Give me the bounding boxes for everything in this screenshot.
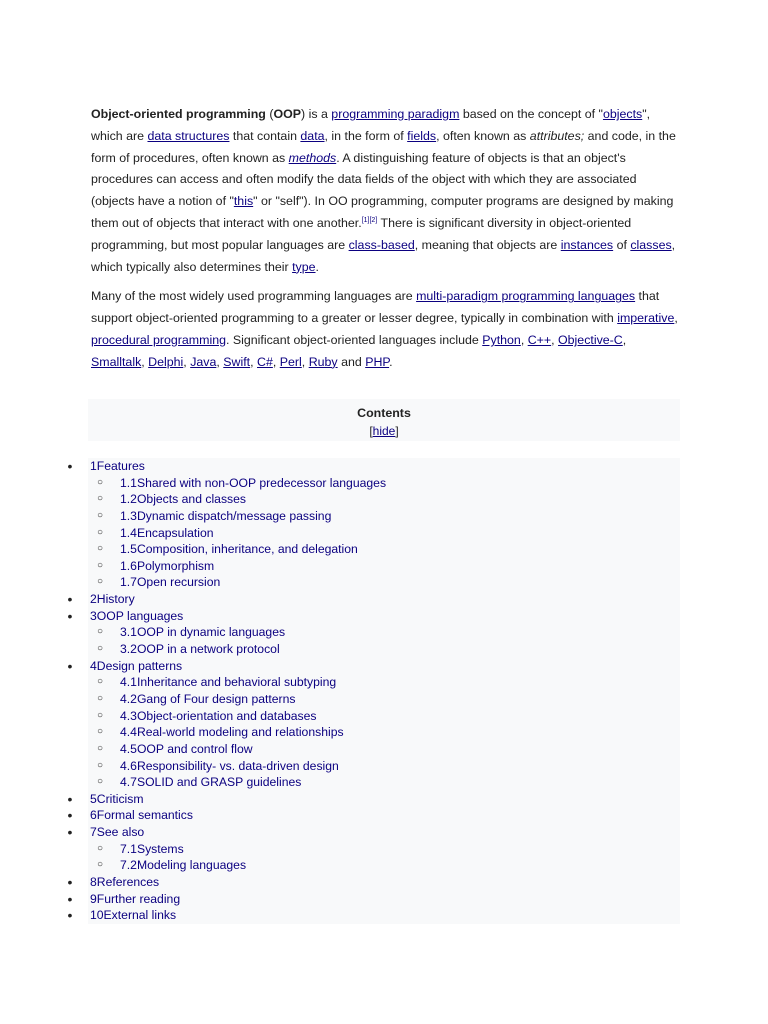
toc-link-oop-languages[interactable]: 3OOP languages [90, 608, 184, 623]
languages-paragraph: Many of the most widely used programming languages are multi-paradigm programming languages that support object-oriented programming to a greater or lesser degree, typically in combination with imperative, procedural programming. Significant object-oriented languages include Python, C++, Objective-C, Smalltalk, Delphi, Java, Swift, C#, Perl, Ruby and PHP. [91, 289, 678, 369]
toc-item [0, 824, 768, 874]
link-classes[interactable]: classes [630, 237, 672, 252]
toc-link-responsibility-vs-data-driven-design[interactable]: 4.6Responsibility- vs. data-driven design [120, 758, 339, 773]
hollow-circle-bullet-icon: ○ [96, 559, 104, 571]
toc-link-references[interactable]: 8References [90, 875, 160, 890]
toc-subitem [0, 641, 768, 658]
link-lang-cpp[interactable]: C++ [527, 332, 552, 347]
link-objects[interactable]: objects [602, 107, 643, 121]
toc-link-gang-of-four-design-patterns[interactable]: 4.2Gang of Four design patterns [120, 691, 296, 706]
toc-subitem [0, 508, 768, 525]
link-imperative[interactable]: imperative [617, 311, 675, 326]
toc-title: Contents [357, 406, 411, 420]
toc-link-open-recursion[interactable]: 1.7Open recursion [120, 575, 221, 590]
toc-header [88, 399, 680, 441]
link-lang-perl[interactable]: Perl [279, 354, 302, 369]
toc-link-polymorphism[interactable]: 1.6Polymorphism [120, 558, 215, 573]
toc-sublist [0, 841, 768, 874]
toc-subitem [0, 558, 768, 575]
toc-subitem [0, 525, 768, 542]
hollow-circle-bullet-icon: ○ [96, 476, 104, 488]
hollow-circle-bullet-icon: ○ [96, 626, 104, 638]
link-procedural-programming[interactable]: procedural programming [91, 332, 226, 347]
hollow-circle-bullet-icon: ○ [96, 692, 104, 704]
link-lang-java[interactable]: Java [190, 354, 217, 369]
toc-item [0, 874, 768, 891]
link-lang-ruby[interactable]: Ruby [308, 354, 338, 369]
link-lang-smalltalk[interactable]: Smalltalk [91, 354, 142, 369]
toc-link-real-world-modeling-and-relationships[interactable]: 4.4Real-world modeling and relationships [120, 725, 344, 740]
toc-subitem [0, 741, 768, 758]
toc-link-further-reading[interactable]: 9Further reading [90, 891, 181, 906]
toc-sublist [0, 475, 768, 591]
disc-bullet-icon: • [67, 874, 73, 891]
toc-list [0, 458, 768, 924]
disc-bullet-icon: • [67, 607, 73, 624]
toc-link-object-orientation-and-databases[interactable]: 4.3Object-orientation and databases [120, 708, 317, 723]
disc-bullet-icon: • [67, 890, 73, 907]
toc-link-modeling-languages[interactable]: 7.2Modeling languages [120, 858, 247, 873]
toc-sublist [0, 624, 768, 657]
toc-item [0, 591, 768, 608]
hollow-circle-bullet-icon: ○ [96, 509, 104, 521]
hollow-circle-bullet-icon: ○ [96, 576, 104, 588]
link-lang-delphi[interactable]: Delphi [148, 354, 184, 369]
toc-subitem [0, 475, 768, 492]
toc-subitem [0, 724, 768, 741]
toc-subitem [0, 491, 768, 508]
hollow-circle-bullet-icon: ○ [96, 643, 104, 655]
hollow-circle-bullet-icon: ○ [96, 842, 104, 854]
link-lang-python[interactable]: Python [482, 332, 521, 347]
toc-link-encapsulation[interactable]: 1.4Encapsulation [120, 525, 214, 540]
toc-subitem [0, 857, 768, 874]
toc-subitem [0, 574, 768, 591]
hollow-circle-bullet-icon: ○ [96, 676, 104, 688]
toc-link-oop-and-control-flow[interactable]: 4.5OOP and control flow [120, 741, 253, 756]
article-body [91, 104, 683, 382]
disc-bullet-icon: • [67, 591, 73, 608]
toc-link-systems[interactable]: 7.1Systems [120, 841, 184, 856]
toc-link-criticism[interactable]: 5Criticism [90, 791, 144, 806]
hollow-circle-bullet-icon: ○ [96, 493, 104, 505]
link-fields[interactable]: fields [407, 128, 437, 143]
toc-item [0, 658, 768, 791]
toc-sublist [0, 674, 768, 790]
toc-link-solid-and-grasp-guidelines[interactable]: 4.7SOLID and GRASP guidelines [120, 775, 302, 790]
toc-link-formal-semantics[interactable]: 6Formal semantics [90, 808, 193, 823]
toc-subitem [0, 691, 768, 708]
link-data[interactable]: data [300, 128, 325, 143]
toc-link-features[interactable]: 1Features [90, 459, 145, 473]
link-lang-swift[interactable]: Swift [223, 354, 251, 369]
intro-paragraph: Object-oriented programming (OOP) is a programming paradigm based on the concept of "objects", which are data structures that contain data, in the form of fields, often known as attributes; and code, in the form of procedures, often known as methods. A distinguishing feature of objects is that an object's procedures can access and often modify the data fields of the object with which they are associated (objects have a notion of "this" or "self"). In OO programming, computer programs are designed by making them out of objects that interact with one another.[1][2] There is significant diversity in object-oriented programming, but most popular languages are class-based, meaning that objects are instances of classes, which typically also determines their type. [91, 107, 676, 274]
link-instances[interactable]: instances [560, 237, 614, 252]
language-link-list: Python, C++, Objective-C, Smalltalk, Delphi, Java, Swift, C#, Perl, Ruby and PHP. [91, 332, 627, 369]
disc-bullet-icon: • [67, 824, 73, 841]
link-type[interactable]: type [292, 259, 316, 274]
disc-bullet-icon: • [67, 907, 73, 924]
toc-link-history[interactable]: 2History [90, 592, 135, 607]
link-data-structures[interactable]: data structures [147, 128, 230, 143]
toc-link-oop-in-a-network-protocol[interactable]: 3.2OOP in a network protocol [120, 642, 280, 657]
toc-link-design-patterns[interactable]: 4Design patterns [90, 658, 183, 673]
disc-bullet-icon: • [67, 807, 73, 824]
term-oop-abbr: OOP [273, 107, 301, 121]
toc-item [0, 458, 768, 591]
toc-link-see-also[interactable]: 7See also [90, 825, 145, 840]
hollow-circle-bullet-icon: ○ [96, 543, 104, 555]
toc-subitem [0, 774, 768, 791]
link-class-based[interactable]: class-based [348, 237, 415, 252]
toc-subitem [0, 674, 768, 691]
link-lang-objective-c[interactable]: Objective-C [558, 332, 623, 347]
toc-item [0, 907, 768, 924]
toc-link-dynamic-dispatch-message-passing[interactable]: 1.3Dynamic dispatch/message passing [120, 508, 332, 523]
hollow-circle-bullet-icon: ○ [96, 776, 104, 788]
term-oop-full: Object-oriented programming [91, 107, 266, 121]
toc-link-composition-inheritance-and-delegation[interactable]: 1.5Composition, inheritance, and delegation [120, 542, 358, 557]
link-methods[interactable]: methods [288, 150, 337, 165]
disc-bullet-icon: • [67, 458, 73, 474]
hollow-circle-bullet-icon: ○ [96, 742, 104, 754]
toc-item [0, 891, 768, 908]
disc-bullet-icon: • [67, 657, 73, 674]
link-lang-csharp[interactable]: C# [257, 354, 273, 369]
hollow-circle-bullet-icon: ○ [96, 526, 104, 538]
toc-subitem [0, 624, 768, 641]
link-multi-paradigm[interactable]: multi-paradigm programming languages [416, 289, 636, 304]
toc-subitem [0, 708, 768, 725]
toc-subitem [0, 841, 768, 858]
toc-link-oop-in-dynamic-languages[interactable]: 3.1OOP in dynamic languages [120, 625, 286, 640]
toc-subitem [0, 541, 768, 558]
link-this[interactable]: this [233, 194, 254, 209]
disc-bullet-icon: • [67, 790, 73, 807]
toc-link-objects-and-classes[interactable]: 1.2Objects and classes [120, 492, 247, 507]
hollow-circle-bullet-icon: ○ [96, 759, 104, 771]
hollow-circle-bullet-icon: ○ [96, 709, 104, 721]
toc-hide-link[interactable]: hide [372, 424, 396, 438]
citation-1-2[interactable]: [1][2] [361, 216, 378, 224]
toc-item [0, 608, 768, 658]
hollow-circle-bullet-icon: ○ [96, 859, 104, 871]
link-lang-php[interactable]: PHP [365, 354, 390, 369]
toc-link-shared-with-non-oop-predecessor-languages[interactable]: 1.1Shared with non-OOP predecessor languages [120, 475, 387, 490]
link-programming-paradigm[interactable]: programming paradigm [331, 107, 460, 121]
toc-hide-control: [hide] [369, 424, 399, 438]
toc-item [0, 807, 768, 824]
toc-link-inheritance-and-behavioral-subtyping[interactable]: 4.1Inheritance and behavioral subtyping [120, 675, 337, 690]
toc-item [0, 791, 768, 808]
toc-link-external-links[interactable]: 10External links [90, 908, 177, 923]
hollow-circle-bullet-icon: ○ [96, 726, 104, 738]
toc-subitem [0, 758, 768, 775]
term-attributes: attributes; [529, 128, 585, 143]
